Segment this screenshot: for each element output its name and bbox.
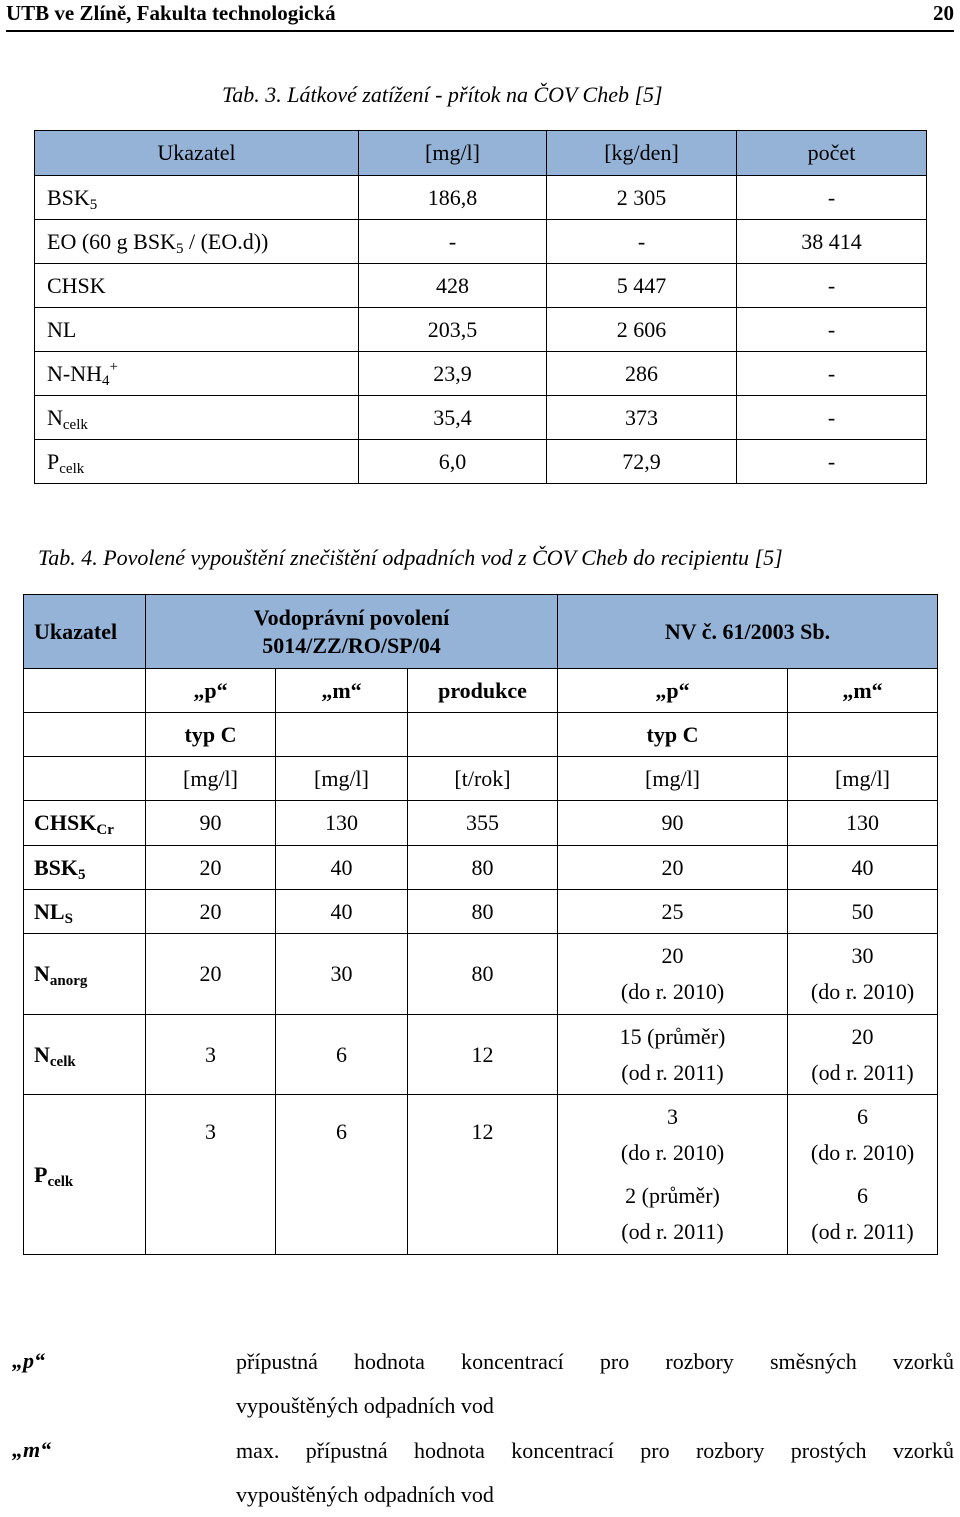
cell-kgden: 2 606 — [547, 308, 737, 352]
row-label: $BSK_5$ — [35, 176, 359, 220]
value-cell: 20 — [146, 846, 276, 890]
table3-col-kgden: [kg/den] — [547, 131, 737, 176]
col-vodopravni — [146, 595, 558, 669]
table-row — [35, 440, 927, 484]
page-header — [6, 0, 954, 32]
table-row — [35, 352, 927, 396]
row-label: $N-NH_4^+$ — [35, 352, 359, 396]
table4-caption: Tab. 4. Povolené vypouštění znečištění odpadních vod z ČOV Cheb do recipientu [5] — [38, 545, 783, 570]
value-cell: 3 (do r. 2010) — [558, 1095, 788, 1175]
legend-key-p: „p“ — [12, 1348, 45, 1373]
table-row — [24, 846, 938, 890]
cell-pocet: - — [737, 176, 927, 220]
table-row — [35, 308, 927, 352]
unit-cell: [mg/l] — [146, 757, 276, 801]
subhead-p: „p“ — [146, 669, 276, 713]
row-label: $BSK_5$ — [24, 846, 146, 890]
vodopravni-line2: 5014/ZZ/RO/SP/04 — [262, 632, 441, 658]
row-label: $P_{celk}$ — [35, 440, 359, 484]
cell-mgl: 186,8 — [359, 176, 547, 220]
value-cell: 130 — [788, 801, 938, 846]
subhead-m2: „m“ — [788, 669, 938, 713]
row-label: $N_{celk}$ — [35, 396, 359, 440]
value-cell: 25 — [558, 890, 788, 934]
cell-mgl: 35,4 — [359, 396, 547, 440]
unit-cell: [mg/l] — [788, 757, 938, 801]
cell-mgl: 6,0 — [359, 440, 547, 484]
value-cell: 15 (průměr) (od r. 2011) — [558, 1015, 788, 1095]
empty-cell — [24, 713, 146, 757]
table-row — [24, 1015, 938, 1095]
value-cell: 6 (do r. 2010) — [788, 1095, 938, 1175]
table3-col-pocet: počet — [737, 131, 927, 176]
cell-mgl: 428 — [359, 264, 547, 308]
value-cell: 3 — [146, 1095, 276, 1255]
table3-caption: Tab. 3. Látkové zatížení - přítok na ČOV Cheb [5] — [222, 82, 663, 107]
subhead-m: „m“ — [276, 669, 408, 713]
cell-mgl: - — [359, 220, 547, 264]
value-cell: 50 — [788, 890, 938, 934]
value-cell: 6 — [276, 1095, 408, 1255]
value-cell: 20 — [558, 846, 788, 890]
typ-c-1: typ C — [146, 713, 276, 757]
empty-cell — [788, 713, 938, 757]
value-cell: 40 — [788, 846, 938, 890]
table-row — [35, 264, 927, 308]
legend-desc-m: max. přípustná hodnota koncentrací pro rozbory prostých vzorků vypouštěných odpadních vod — [236, 1438, 954, 1507]
unit-cell: [mg/l] — [276, 757, 408, 801]
cell-kgden: 72,9 — [547, 440, 737, 484]
header-title: UTB ve Zlíně, Fakulta technologická — [6, 1, 336, 25]
cell-pocet: - — [737, 264, 927, 308]
table3-header-row — [35, 131, 927, 176]
empty-cell — [408, 713, 558, 757]
cell-kgden: 286 — [547, 352, 737, 396]
value-cell: 20 — [146, 934, 276, 1015]
cell-pocet: - — [737, 308, 927, 352]
cell-mgl: 203,5 — [359, 308, 547, 352]
table3-col-ukazatel: Ukazatel — [35, 131, 359, 176]
typ-c-2: typ C — [558, 713, 788, 757]
typ-row — [24, 713, 938, 757]
table-row — [35, 220, 927, 264]
table-row — [35, 176, 927, 220]
row-label: EO (60 g $BSK_5 / (EO.d)$) — [35, 220, 359, 264]
legend-key-m: „m“ — [12, 1437, 52, 1462]
table4 — [23, 594, 938, 1255]
value-cell: 40 — [276, 890, 408, 934]
table3-col-mgl: [mg/l] — [359, 131, 547, 176]
empty-cell — [24, 757, 146, 801]
col-nv: NV č. 61/2003 Sb. — [558, 595, 938, 669]
cell-pocet: - — [737, 396, 927, 440]
value-cell: 20 — [146, 890, 276, 934]
row-label: CHSK — [35, 264, 359, 308]
value-cell: 130 — [276, 801, 408, 846]
table-row — [24, 801, 938, 846]
col-ukazatel: Ukazatel — [24, 595, 146, 669]
legend-desc-p: přípustná hodnota koncentrací pro rozbory směsných vzorků vypouštěných odpadních vod — [236, 1349, 954, 1418]
empty-cell — [24, 669, 146, 713]
empty-cell — [276, 713, 408, 757]
subheader-row — [24, 669, 938, 713]
value-cell: 90 — [558, 801, 788, 846]
cell-pocet: - — [737, 352, 927, 396]
table3 — [34, 130, 927, 484]
unit-cell: [mg/l] — [558, 757, 788, 801]
cell-kgden: 5 447 — [547, 264, 737, 308]
cell-pocet: - — [737, 440, 927, 484]
row-label: $NL_S$ — [24, 890, 146, 934]
row-label: $N_{celk}$ — [24, 1015, 146, 1095]
cell-mgl: 23,9 — [359, 352, 547, 396]
value-cell: 90 — [146, 801, 276, 846]
vodopravni-line1: Vodoprávní povolení — [253, 604, 450, 630]
table-row — [24, 890, 938, 934]
legend — [0, 1340, 960, 1510]
unit-cell: [t/rok] — [408, 757, 558, 801]
value-cell: 12 — [408, 1015, 558, 1095]
value-cell: 12 — [408, 1095, 558, 1255]
subhead-p2: „p“ — [558, 669, 788, 713]
value-cell: 30 — [276, 934, 408, 1015]
cell-kgden: 373 — [547, 396, 737, 440]
value-cell: 80 — [408, 846, 558, 890]
row-label: NL — [35, 308, 359, 352]
cell-kgden: 2 305 — [547, 176, 737, 220]
value-cell: 30 (do r. 2010) — [788, 934, 938, 1015]
value-cell: 20 (do r. 2010) — [558, 934, 788, 1015]
cell-pocet: 38 414 — [737, 220, 927, 264]
row-label: $N_{anorg}$ — [24, 934, 146, 1015]
value-cell: 40 — [276, 846, 408, 890]
table-row — [35, 396, 927, 440]
value-cell: 6 — [276, 1015, 408, 1095]
value-cell: 80 — [408, 934, 558, 1015]
table4-header-row — [24, 595, 938, 669]
value-cell: 20 (od r. 2011) — [788, 1015, 938, 1095]
value-cell: 80 — [408, 890, 558, 934]
value-cell: 6 (od r. 2011) — [788, 1175, 938, 1255]
value-cell: 2 (průměr) (od r. 2011) — [558, 1175, 788, 1255]
row-label: $CHSK_{Cr}$ — [24, 801, 146, 846]
value-cell: 355 — [408, 801, 558, 846]
row-label: $P_{celk}$ — [24, 1095, 146, 1255]
cell-kgden: - — [547, 220, 737, 264]
units-row — [24, 757, 938, 801]
page-number: 20 — [933, 1, 954, 25]
table-row — [24, 934, 938, 1015]
value-cell: 3 — [146, 1015, 276, 1095]
subhead-produkce: produkce — [408, 669, 558, 713]
table-row — [24, 1095, 938, 1175]
